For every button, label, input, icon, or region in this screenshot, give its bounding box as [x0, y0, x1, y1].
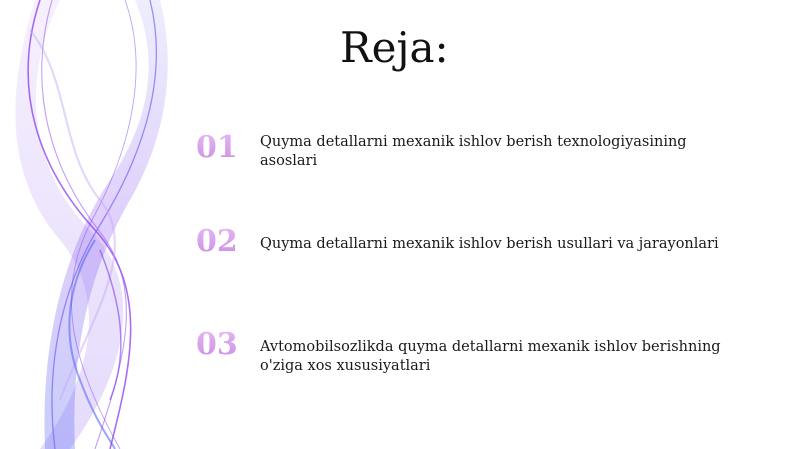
agenda-item-number: 02 [196, 225, 248, 259]
agenda-item-text: Quyma detallarni mexanik ishlov berish usullari va jarayonlari [260, 236, 719, 252]
agenda-item-number: 01 [196, 131, 248, 165]
agenda-item-text: Quyma detallarni mexanik ishlov berish texnologiyasining asoslari [260, 134, 687, 169]
agenda-item-number: 03 [196, 328, 248, 362]
decorative-ribbon-graphic [0, 0, 220, 449]
slide-title: Reja: [340, 23, 449, 72]
agenda-item-text: Avtomobilsozlikda quyma detallarni mexanik ishlov berishning o'ziga xos xususiyatlari [260, 339, 721, 374]
